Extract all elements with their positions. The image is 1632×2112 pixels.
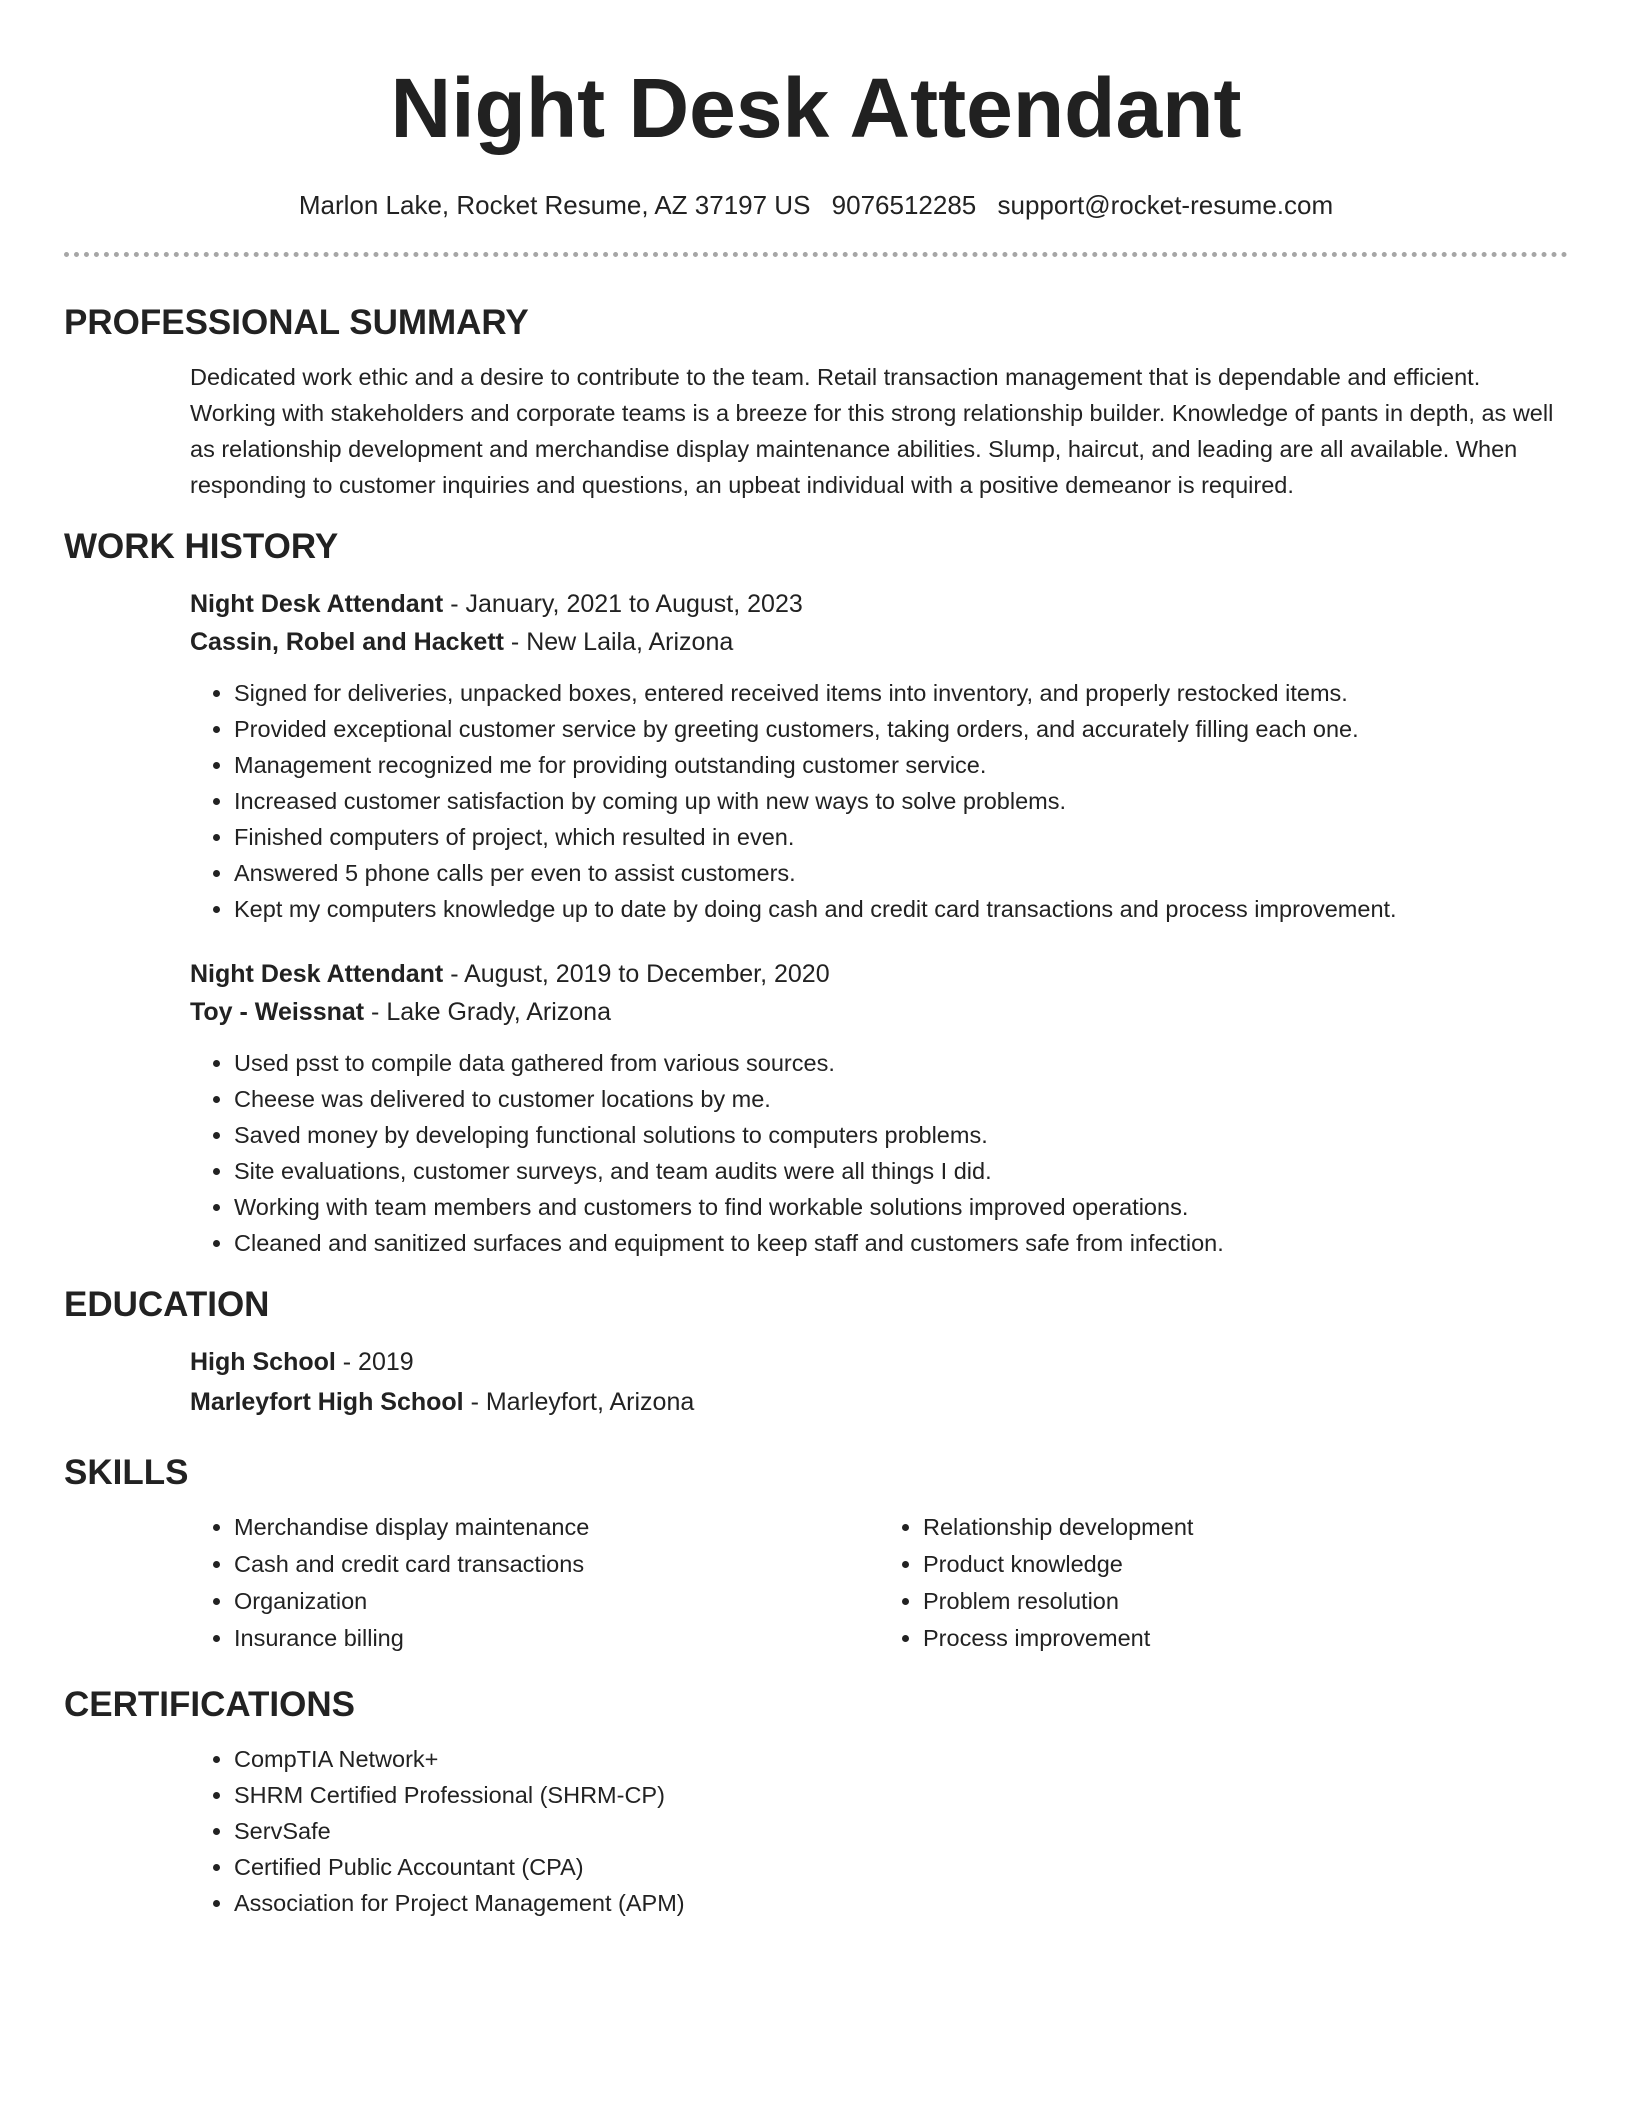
list-item: • Cash and credit card transactions (234, 1546, 879, 1583)
list-item: • Used psst to compile data gathered from various sources. (234, 1045, 1568, 1081)
contact-email: support@rocket-resume.com (997, 190, 1334, 220)
education-section (64, 1283, 1568, 1421)
list-item: • Relationship development (923, 1509, 1568, 1546)
skills-grid (190, 1509, 1568, 1657)
job-bullets (190, 675, 1568, 927)
list-item: • Saved money by developing functional solutions to computers problems. (234, 1117, 1568, 1153)
list-item: • Increased customer satisfaction by coming up with new ways to solve problems. (234, 783, 1568, 819)
job-location: - New Laila, Arizona (503, 628, 734, 656)
summary-title: PROFESSIONAL SUMMARY (64, 303, 529, 342)
list-item: • Merchandise display maintenance (234, 1509, 879, 1546)
header-divider (64, 252, 1568, 257)
education-school-line (190, 1383, 1568, 1421)
skills-section (64, 1451, 1568, 1657)
education-title: EDUCATION (64, 1285, 270, 1324)
list-item: • Organization (234, 1583, 879, 1620)
job-company-line (190, 993, 1568, 1031)
job-location: - Lake Grady, Arizona (364, 998, 611, 1026)
list-item: • Kept my computers knowledge up to date by doing cash and credit card transactions and process improvement. (234, 891, 1568, 927)
job-company: Cassin, Robel and Hackett (190, 628, 504, 656)
list-item: • Product knowledge (923, 1546, 1568, 1583)
list-item: • Insurance billing (234, 1620, 879, 1657)
certifications-title: CERTIFICATIONS (64, 1685, 356, 1724)
list-item: • Association for Project Management (APM) (234, 1885, 1568, 1921)
list-item: • Finished computers of project, which resulted in even. (234, 819, 1568, 855)
skills-right-list (879, 1509, 1568, 1657)
list-item: • Management recognized me for providing outstanding customer service. (234, 747, 1568, 783)
list-item: • CompTIA Network+ (234, 1741, 1568, 1777)
list-item: • Answered 5 phone calls per even to assist customers. (234, 855, 1568, 891)
resume-name: Night Desk Attendant (390, 61, 1242, 155)
work-section (64, 525, 1568, 1261)
list-item: • Provided exceptional customer service by greeting customers, taking orders, and accurately filling each one. (234, 711, 1568, 747)
job-entry (190, 955, 1568, 1261)
education-year: - 2019 (335, 1348, 414, 1376)
list-item: • Cleaned and sanitized surfaces and equipment to keep staff and customers safe from infection. (234, 1225, 1568, 1261)
list-item: • Certified Public Accountant (CPA) (234, 1849, 1568, 1885)
contact-phone: 9076512285 (831, 190, 977, 220)
list-item: • ServSafe (234, 1813, 1568, 1849)
job-role-line (190, 955, 1568, 993)
job-company: Toy - Weissnat (190, 998, 365, 1026)
skills-left-list (190, 1509, 879, 1657)
list-item: • Site evaluations, customer surveys, and team audits were all things I did. (234, 1153, 1568, 1189)
skills-title: SKILLS (64, 1453, 189, 1492)
list-item: • Process improvement (923, 1620, 1568, 1657)
job-company-line (190, 623, 1568, 661)
certifications-section (64, 1683, 1568, 1921)
job-role-line (190, 585, 1568, 623)
job-dates: - August, 2019 to December, 2020 (443, 960, 830, 988)
summary-text: Dedicated work ethic and a desire to contribute to the team. Retail transaction management that is dependable and efficient. Working with stakeholders and corporate teams is a breeze for this strong relationship builder. Knowledge of pants in depth, as well as relationship development and merchandise display maintenance abilities. Slump, haircut, and leading are all available. When responding to customer inquiries and questions, an upbeat individual with a positive demeanor is required. (190, 364, 1554, 498)
summary-body (190, 359, 1568, 503)
education-degree-line (190, 1343, 1568, 1381)
job-entry (190, 585, 1568, 927)
contact-line (64, 188, 1568, 222)
job-role: Night Desk Attendant (190, 590, 444, 618)
list-item: • Signed for deliveries, unpacked boxes, entered received items into inventory, and properly restocked items. (234, 675, 1568, 711)
work-title: WORK HISTORY (64, 527, 339, 566)
summary-section (64, 301, 1568, 503)
education-school: Marleyfort High School (190, 1388, 464, 1416)
certifications-list (190, 1741, 1568, 1921)
list-item: • Working with team members and customers to find workable solutions improved operations. (234, 1189, 1568, 1225)
education-degree: High School (190, 1348, 336, 1376)
job-dates: - January, 2021 to August, 2023 (443, 590, 803, 618)
contact-address: Marlon Lake, Rocket Resume, AZ 37197 US (298, 190, 811, 220)
list-item: • Cheese was delivered to customer locations by me. (234, 1081, 1568, 1117)
list-item: • Problem resolution (923, 1583, 1568, 1620)
list-item: • SHRM Certified Professional (SHRM-CP) (234, 1777, 1568, 1813)
education-location: - Marleyfort, Arizona (463, 1388, 695, 1416)
job-role: Night Desk Attendant (190, 960, 444, 988)
job-bullets (190, 1045, 1568, 1261)
certifications-body (190, 1741, 1568, 1921)
education-entry (190, 1343, 1568, 1421)
